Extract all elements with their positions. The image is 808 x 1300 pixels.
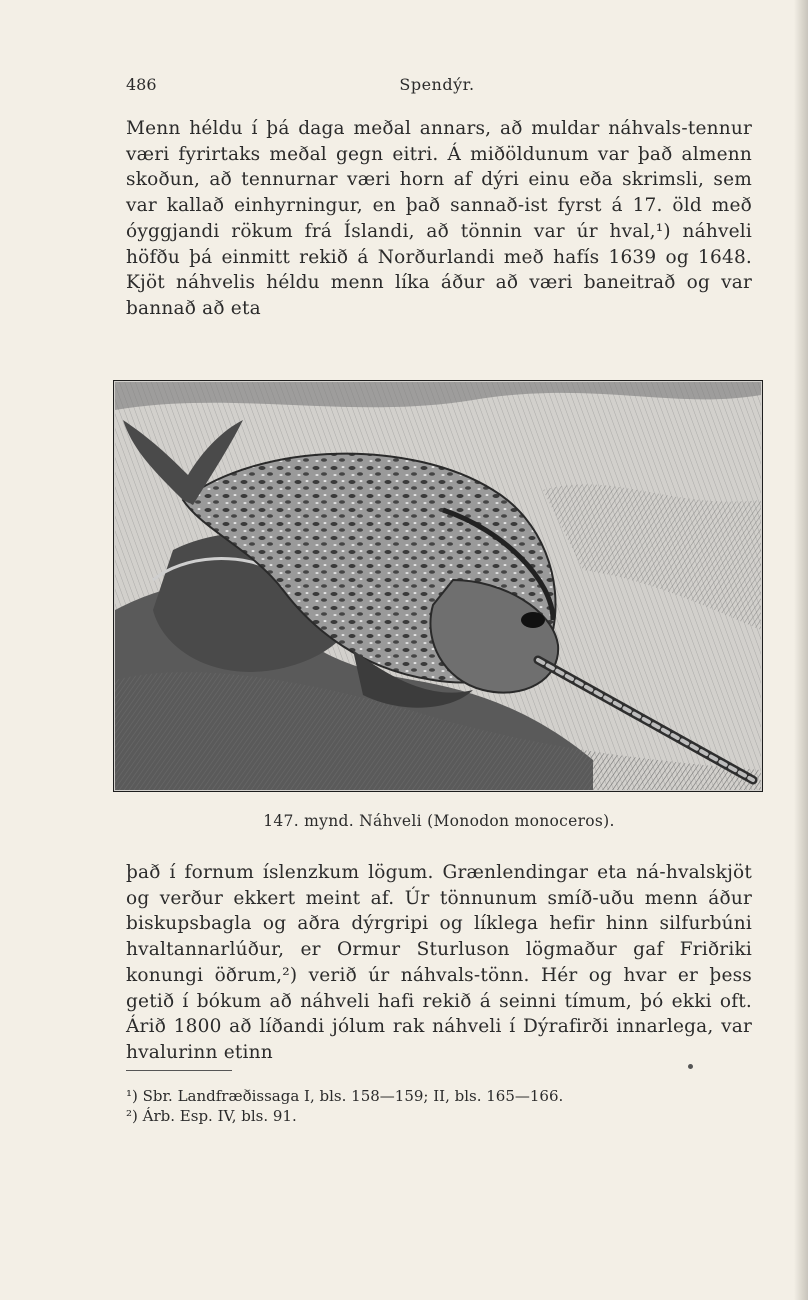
footnotes — [126, 1086, 752, 1126]
footnote-2-text: Árb. Esp. IV, bls. 91. — [142, 1107, 297, 1125]
footnote-1-mark: ¹) — [126, 1087, 138, 1105]
footnote-2 — [126, 1106, 752, 1126]
ink-dot — [688, 1064, 693, 1069]
body-paragraph-1: Menn héldu í þá daga meðal annars, að muldar náhvals-tennur væri fyrirtaks meðal gegn eitri. Á miðöldunum var það almenn skoðun, að tennurnar væri horn af dýri einu eða skrimsli, sem var kallað einhyrningur, en það sannað-ist fyrst á 17. öld með óyggjandi rökum frá Íslandi, að tönnin var úr hval,¹) náhveli höfðu þá einmitt rekið á Norðurlandi með hafís 1639 og 1648. Kjöt náhvelis héldu menn líka áður að væri baneitrað og var bannað að eta — [126, 118, 752, 319]
figure-caption: 147. mynd. Náhveli (Monodon monoceros). — [263, 812, 615, 830]
footnote-1-text: Sbr. Landfræðissaga I, bls. 158—159; II, bls. 165—166. — [142, 1087, 564, 1105]
running-title: Spendýr. — [399, 75, 475, 94]
footnote-rule — [126, 1070, 232, 1071]
body-paragraph-2: það í fornum íslenzkum lögum. Grænlendingar eta ná-hvalskjöt og verður ekkert meint af. Úr tönnunum smíð-uðu menn áður biskupsbagla og aðra dýrgripi og líklega hefir hinn silfurbúni hvaltannarlúður, er Ormur Sturluson lögmaður gaf Friðriki konungi öðrum,²) verið úr náhvals-tönn. Hér og hvar er þess getið í bókum að náhveli hafi rekið á seinni tímum, þó ekki oft. Árið 1800 að líðandi jólum rak náhveli í Dýrafirði innarlega, var hvalurinn etinn — [126, 862, 752, 1063]
narwhal-illustration — [113, 380, 763, 792]
footnote-2-mark: ²) — [126, 1107, 138, 1125]
page-number: 486 — [126, 75, 157, 94]
footnote-1 — [126, 1086, 752, 1106]
page-edge-shadow — [794, 0, 808, 1300]
page-header — [126, 75, 748, 99]
